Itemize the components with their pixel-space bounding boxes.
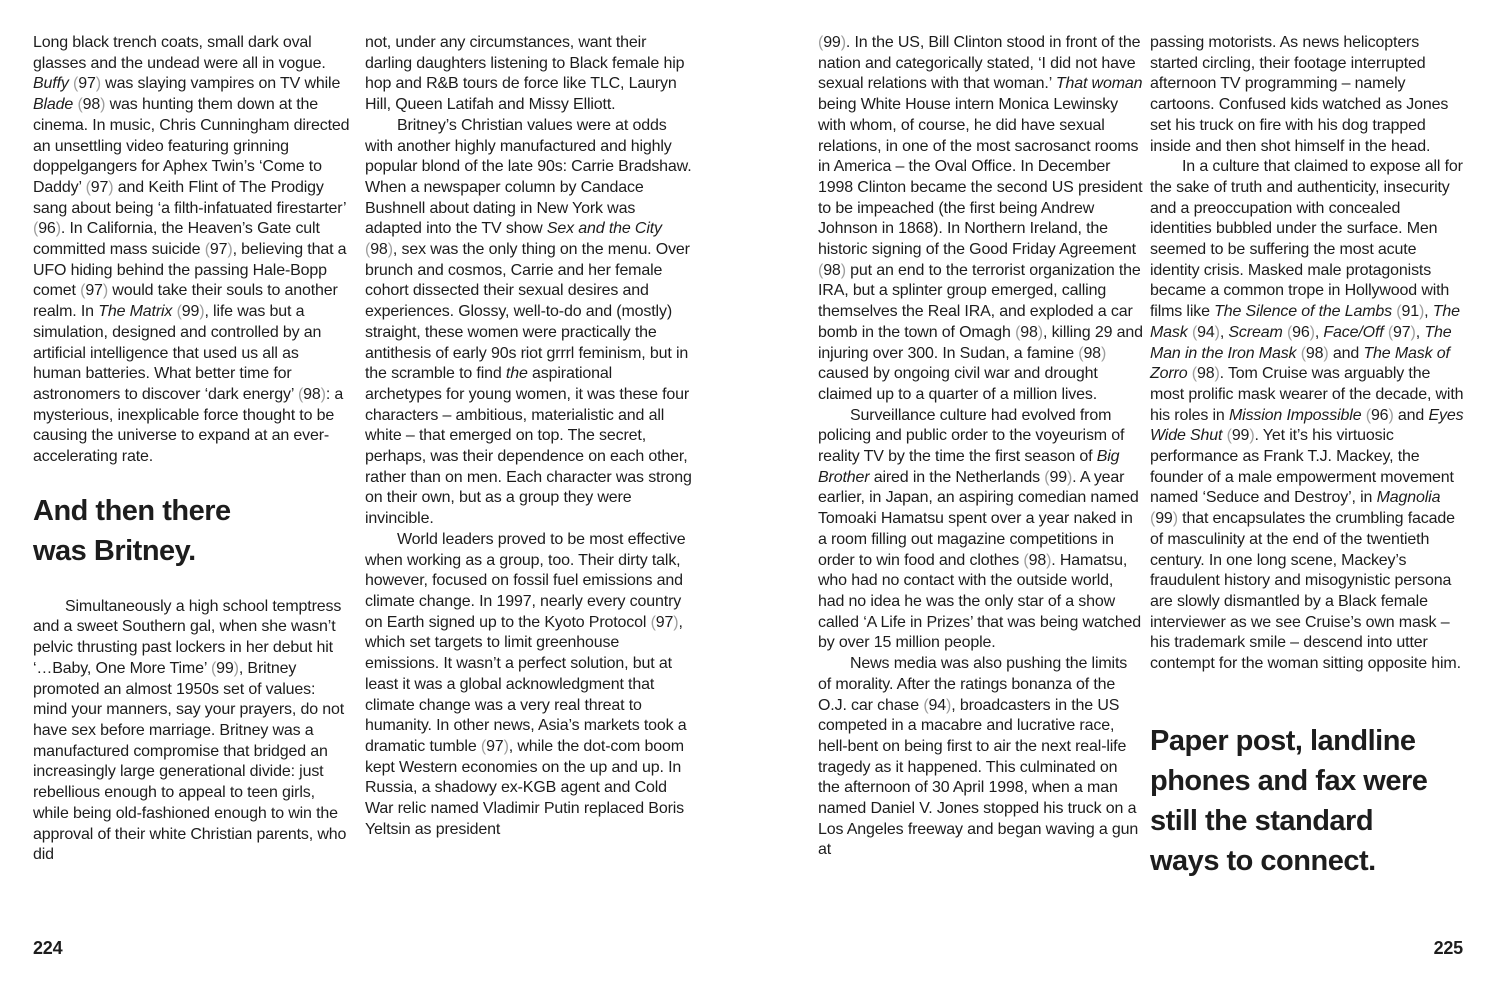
year-ref: (97) <box>480 737 509 755</box>
year-ref: (99) <box>176 303 205 321</box>
year-ref: (97) <box>80 282 108 300</box>
paragraph: Simultaneously a high school temptress and a sweet Southern gal, when she wasn’t pelvic thrusting past lockers in her debut hit ‘…Baby, One More Time’ (99), Britney promoted an almost 1950s set of values: mind your manners, say your prayers, do not have sex before marriage. Britney was a manufactured compromise that bridged an increasingly large generational divide: just rebellious enough to appeal to teen girls, while being old-fashioned enough to win the approval of their white Christian parents, who did <box>33 597 347 864</box>
year-ref: (96) <box>1365 406 1394 424</box>
italic-title: The Silence of the Lambs <box>1214 303 1392 321</box>
italic-title: Mission Impossible <box>1228 406 1362 424</box>
paragraph: News media was also pushing the limits of morality. After the ratings bonanza of the O.J. car chase (94), broadcasters in the US competed in a macabre and lucrative race, hell-bent on being first to air the next real-life tragedy as it happened. This culminated on the afternoon of 30 April 1998, when a man named Daniel V. Jones stopped his truck on a Los Angeles freeway and began waving a gun at <box>818 655 1139 859</box>
section-heading: Paper post, landline phones and fax were still the standard ways to connect. <box>1150 724 1428 877</box>
year-ref: (91) <box>1396 303 1425 321</box>
year-ref: (97) <box>73 75 101 93</box>
paragraph: (99). In the US, Bill Clinton stood in front of the nation and categorically stated, ‘I did not have sexual relations with that woman.’ That woman being White House intern Monica Lewinsky with whom, of course, he did have sexual relations, in one of the most sacrosanct rooms in America – the Oval Office. In December 1998 Clinton became the second US president to be impeached (the first being Andrew Johnson in 1868). In Northern Ireland, the historic signing of the Good Friday Agreement (98) put an end to the terrorist organization the IRA, but a splinter group emerged, calling themselves the Real IRA, and exploded a car bomb in the town of Omagh (98), killing 29 and injuring over 300. In Sudan, a famine (98) caused by ongoing civil war and drought claimed up to a quarter of a million lives. <box>818 34 1143 403</box>
italic-title: Magnolia <box>1376 489 1441 507</box>
italic-title: The Mask of Zorro <box>1150 344 1450 383</box>
year-ref: (98) <box>297 385 326 403</box>
page-number-right: 225 <box>1433 938 1463 958</box>
year-ref: (94) <box>923 696 952 714</box>
year-ref: (99) <box>1150 510 1178 528</box>
italic-title: Big Brother <box>818 448 1120 486</box>
text-column-2 <box>365 33 693 840</box>
italic-title: The Man in the Iron Mask <box>1150 323 1452 362</box>
page-number-left: 224 <box>33 938 63 958</box>
italic-title: Eyes Wide Shut <box>1150 406 1464 445</box>
paragraph: Long black trench coats, small dark oval glasses and the undead were all in vogue. Buffy (97) was slaying vampires on TV while Blade (98) was hunting them down at the cinema. In music, Chris Cunningham directed an unsettling video featuring grinning doppelgangers for Aphex Twin’s ‘Come to Daddy’ (97) and Keith Flint of The Prodigy sang about being ‘a filth-infatuated firestarter’ (96). In California, the Heaven’s Gate cult committed mass suicide (97), believing that a UFO hiding behind the passing Hale-Bopp comet (97) would take their souls to another realm. In The Matrix (99), life was but a simulation, designed and controlled by an artificial intelligence that used us all as human batteries. What better time for astronomers to discover ‘dark energy’ (98): a mysterious, inexplicable force thought to be causing the universe to expand at an ever-accelerating rate. <box>33 34 350 466</box>
italic-title: the <box>505 365 528 383</box>
year-ref: (99) <box>1044 468 1073 486</box>
year-ref: (98) <box>818 261 846 279</box>
paragraph: Britney’s Christian values were at odds with another highly manufactured and highly popular blond of the late 90s: Carrie Bradshaw. When a newspaper column by Candace Bushnell about dating in New York was adapted into the TV show Sex and the City (98), sex was the only thing on the menu. Over brunch and cosmos, Carrie and her female cohort dissected their sexual desires and experiences. Glossy, well-to-do and (mostly) straight, these women were practically the antithesis of early 90s riot grrrl feminism, but in the scramble to find the aspirational archetypes for young women, it was these four characters – ambitious, materialistic and all white – that emerged on top. The secret, perhaps, was their dependence on each other, rather than on men. Each character was strong on their own, but as a group they were invincible. <box>365 116 692 528</box>
year-ref: (96) <box>33 220 61 238</box>
year-ref: (98) <box>1300 344 1329 362</box>
year-ref: (98) <box>365 241 393 259</box>
italic-title: Face/Off <box>1323 323 1384 341</box>
italic-title: Sex and the City <box>546 220 662 238</box>
italic-title: The Matrix <box>98 303 173 321</box>
year-ref: (98) <box>1191 365 1220 383</box>
italic-title: Buffy <box>33 75 69 93</box>
paragraph: passing motorists. As news helicopters started circling, their footage interrupted afternoon TV programming – namely cartoons. Confused kids watched as Jones set his truck on fire with his dog trapped inside and then shot himself in the head. <box>1150 34 1449 155</box>
paragraph: In a culture that claimed to expose all for the sake of truth and authenticity, insecurity and a preoccupation with concealed identities bubbled under the surface. Men seemed to be suffering the most acute identity crisis. Masked male protagonists became a common trope in Hollywood with films like The Silence of the Lambs (91), The Mask (94), Scream (96), Face/Off (97), The Man in the Iron Mask (98) and The Mask of Zorro (98). Tom Cruise was arguably the most prolific mask wearer of the decade, with his roles in Mission Impossible (96) and Eyes Wide Shut (99). Yet it’s his virtuosic performance as Frank T.J. Mackey, the founder of a male empowerment movement named ‘Seduce and Destroy’, in Magnolia (99) that encapsulates the crumbling facade of masculinity at the end of the twentieth century. In one long scene, Mackey’s fraudulent history and misogynistic persona are slowly dismantled by a Black female interviewer as we see Cruise’s own mask – his trademark smile – descend into utter contempt for the woman sitting opposite him. <box>1150 158 1464 673</box>
year-ref: (99) <box>210 659 239 677</box>
year-ref: (97) <box>85 178 114 196</box>
year-ref: (96) <box>1286 323 1315 341</box>
italic-title: That woman <box>1055 75 1143 93</box>
year-ref: (97) <box>1387 323 1416 341</box>
year-ref: (94) <box>1191 323 1220 341</box>
italic-title: Blade <box>33 96 74 114</box>
text-column-3 <box>818 33 1143 861</box>
year-ref: (98) <box>1015 323 1043 341</box>
paragraph: not, under any circumstances, want their darling daughters listening to Black female hip hop and R&B tours de force like TLC, Lauryn Hill, Queen Latifah and Missy Elliott. <box>365 34 685 114</box>
paragraph: Surveillance culture had evolved from policing and public order to the voyeurism of reality TV by the time the first season of Big Brother aired in the Netherlands (99). A year earlier, in Japan, an aspiring comedian named Tomoaki Hamatsu spent over a year naked in a room filling out magazine competitions in order to win food and clothes (98). Hamatsu, who had no contact with the outside world, had no idea he was the only star of a show called ‘A Life in Prizes’ that was being watched by over 15 million people. <box>818 406 1142 652</box>
paragraph: World leaders proved to be most effective when working as a group, too. Their dirty talk, however, focused on fossil fuel emissions and climate change. In 1997, nearly every country on Earth signed up to the Kyoto Protocol (97), which set targets to limit greenhouse emissions. It wasn’t a perfect solution, but at least it was a global acknowledgment that climate change was a very real threat to humanity. In other news, Asia’s markets took a dramatic tumble (97), while the dot-com boom kept Western economies on the up and up. In Russia, a shadowy ex-KGB agent and Cold War relic named Vladimir Putin replaced Boris Yeltsin as president <box>365 530 687 838</box>
italic-title: The Mask <box>1150 303 1460 341</box>
italic-title: Scream <box>1228 323 1283 341</box>
year-ref: (99) <box>818 34 846 51</box>
year-ref: (98) <box>77 96 106 114</box>
year-ref: (98) <box>1023 551 1052 569</box>
section-heading: And then there was Britney. <box>33 494 231 567</box>
year-ref: (99) <box>1226 427 1255 445</box>
year-ref: (97) <box>204 241 233 259</box>
year-ref: (97) <box>650 613 679 631</box>
text-column-4 <box>1150 33 1465 881</box>
year-ref: (98) <box>1078 344 1107 362</box>
text-column-1 <box>33 33 351 866</box>
